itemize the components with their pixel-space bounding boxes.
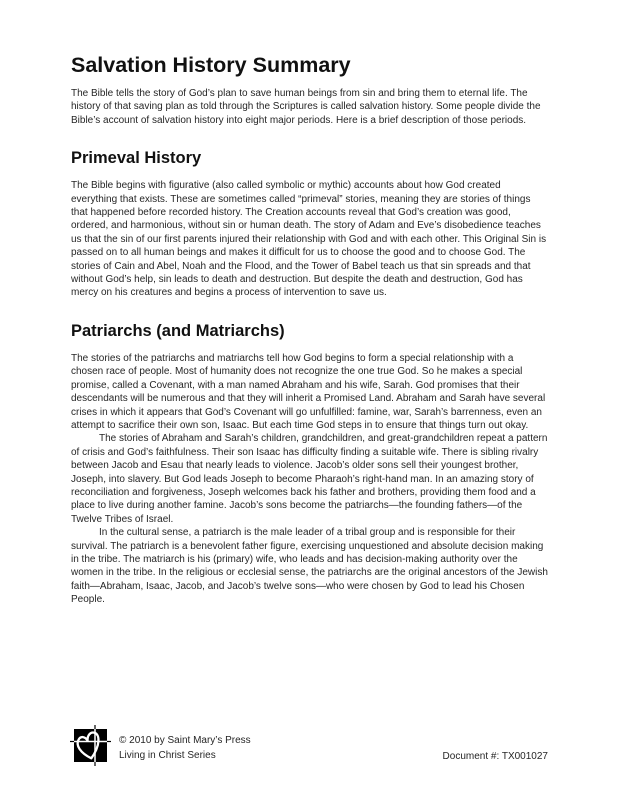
primeval-history-paragraph: The Bible begins with figurative (also called symbolic or mythic) accounts about how God created everything that exists. These are sometimes called “primeval” stories, meaning they are stories of things that happened before recorded history. The Creation accounts reveal that God’s creation was good, ordered, and harmonious, without sin or human death. The story of Adam and Eve’s disobedience teaches us that the sin of our first parents injured their relationship with God and with each other. This Original Sin is passed on to all human beings and makes it difficult for us to choose the good and to choose God. The stories of Cain and Abel, Noah and the Flood, and the Tower of Babel teach us that sin spreads and that without God’s help, sin leads to death and destruction. But despite the death and destruction, God has mercy on his creatures and begins a process of intervention to save us. (71, 180, 547, 299)
section-heading-primeval-history: Primeval History (71, 149, 202, 168)
page-title: Salvation History Summary (71, 53, 351, 77)
patriarchs-paragraph-1: The stories of the patriarchs and matriarchs tell how God begins to form a special relationship with a chosen race of people. Most of humanity does not recognize the one true God. So he makes a special promise, called a Covenant, with a man named Abraham and his wife, Sarah. God promises that their descendants will be numerous and that they will inherit a Promised Land. Abraham and Sarah have several crises in which it appears that God’s Covenant will go unfulfilled: famine, war, Sarah’s barrenness, even an attempt to sacrifice their own son, Isaac. But each time God steps in to ensure that things turn out okay. (71, 352, 546, 431)
intro-paragraph: The Bible tells the story of God’s plan to save human beings from sin and bring them to eternal life. The history of that saving plan as told through the Scriptures is called salvation history. Some people divide the Bible’s account of salvation history into eight major periods. Here is a brief description of those periods. (71, 88, 541, 126)
saint-marys-press-logo-icon (70, 725, 111, 766)
document-number: Document #: TX001027 (442, 751, 548, 762)
patriarchs-paragraph-2: The stories of Abraham and Sarah’s children, grandchildren, and great-grandchildren repeat a pattern of crisis and God’s faithfulness. Their son Isaac has difficulty finding a suitable wife. There is sibling rivalry between Jacob and Esau that nearly leads to violence. Jacob’s older sons sell their youngest brother, Joseph, into slavery. But God leads Joseph to become Pharaoh’s right-hand man. In an amazing story of reconciliation and forgiveness, Joseph welcomes back his father and brothers, providing them food and a place to live during another famine. Jacob’s sons become the patriarchs—the founding fathers—of the Twelve Tribes of Israel. (71, 433, 548, 525)
footer-publisher-block (119, 733, 251, 763)
series-line: Living in Christ Series (119, 750, 216, 761)
patriarchs-paragraph-3: In the cultural sense, a patriarch is the male leader of a tribal group and is responsible for their survival. The patriarch is a benevolent father figure, exercising unquestioned and absolute decision making in the tribe. The matriarch is his (primary) wife, who leads and has decision-making authority over the women in the tribe. In the religious or ecclesial sense, the patriarchs are the original ancestors of the Jewish faith—Abraham, Isaac, Jacob, and Jacob’s twelve sons—who were chosen by God to lead his Chosen People. (71, 527, 548, 606)
copyright-line: © 2010 by Saint Mary’s Press (119, 735, 251, 746)
section-heading-patriarchs: Patriarchs (and Matriarchs) (71, 321, 285, 340)
page-footer (70, 725, 548, 766)
